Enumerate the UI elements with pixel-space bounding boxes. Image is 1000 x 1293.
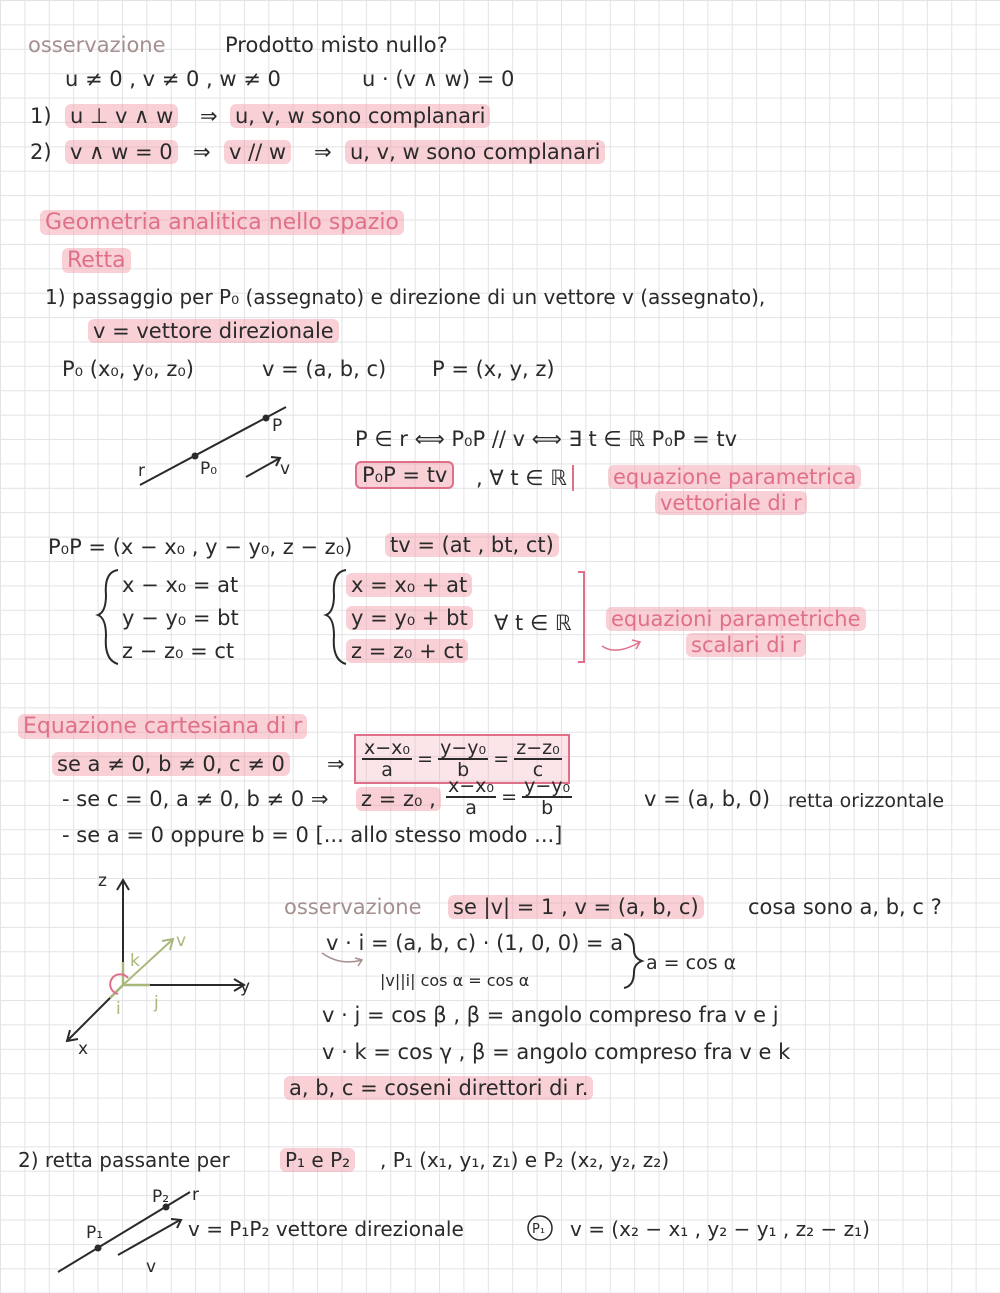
frac-y-den: b [457, 759, 470, 781]
fig2-label-r: r [192, 1185, 199, 1205]
case-1-perp: u ⊥ v ∧ w [65, 104, 178, 128]
frac-y-num: y−y₀ [440, 737, 487, 759]
frac2-y-num: y−y₀ [524, 775, 571, 797]
frac-x-num: x−x₀ [364, 737, 411, 759]
axis-unit-i: i [116, 999, 121, 1019]
case-2-arrow-2: ⇒ [314, 140, 332, 164]
case-2-cross-zero: v ∧ w = 0 [65, 140, 178, 164]
fig-label-p0: P₀ [200, 459, 218, 479]
axis-label-y: y [240, 977, 251, 997]
frac-z-num: z−z₀ [516, 737, 560, 759]
param-eq-x: x = x₀ + at [346, 573, 472, 597]
vettore-direzionale-def: v = vettore direzionale [88, 319, 339, 343]
fig-label-p: P [272, 416, 283, 436]
vector-eq-forall: , ∀ t ∈ ℝ [476, 465, 574, 491]
triple-product-eq: u · (v ∧ w) = 0 [362, 67, 515, 91]
axis-vector-v: v [176, 931, 187, 951]
scalar-eq-label-1: equazioni parametriche [606, 607, 866, 631]
fig-label-v: v [280, 459, 291, 479]
p0p-components: P₀P = (x − x₀ , y − y₀, z − z₀) [48, 535, 353, 559]
scalar-eq-label-2: scalari di r [686, 633, 806, 657]
case-1-number: 1) [30, 104, 52, 128]
eq-sign-3: = [501, 786, 518, 808]
section-2-p1p2: P₁ e P₂ [280, 1148, 355, 1172]
point-p0: P₀ (x₀, y₀, z₀) [62, 357, 194, 381]
prodotto-misto-title: Prodotto misto nullo? [225, 33, 448, 57]
retta-heading: Retta [62, 248, 131, 273]
axis-label-x: x [78, 1039, 89, 1059]
case-2-arrow-1: ⇒ [193, 140, 211, 164]
eq-sign-2: = [493, 748, 510, 770]
case-1-arrow: ⇒ [200, 104, 218, 128]
cartesian-case-3: - se a = 0 oppure b = 0 [... allo stesso modo ...] [62, 823, 563, 847]
osservazione-label-2: osservazione [284, 895, 422, 919]
fig2-label-v: v [146, 1257, 157, 1277]
cosines-question: cosa sono a, b, c ? [748, 895, 942, 919]
dot-product-i: v · i = (a, b, c) · (1, 0, 0) = a [326, 931, 624, 955]
param-forall: ∀ t ∈ ℝ [494, 611, 572, 635]
cartesian-case-2-z: z = z₀ , [356, 787, 441, 811]
unit-vector-condition: se |v| = 1 , v = (a, b, c) [448, 895, 704, 919]
vector-v-components: v = (a, b, c) [262, 357, 387, 381]
frac2-x-num: x−x₀ [448, 775, 495, 797]
vector-p1p2-components: v = (x₂ − x₁ , y₂ − y₁ , z₂ − z₁) [570, 1217, 870, 1241]
vector-eq-label-2: vettoriale di r [655, 491, 807, 515]
tv-components: tv = (at , bt, ct) [385, 533, 559, 557]
cartesian-heading: Equazione cartesiana di r [18, 714, 307, 739]
retta-orizzontale: retta orizzontale [788, 790, 945, 812]
dot-product-i-norm: |v||i| cos α = cos α [380, 971, 530, 990]
frac2-x-den: a [465, 797, 477, 819]
dot-product-k: v · k = cos γ , β = angolo compreso fra v e k [322, 1040, 791, 1064]
case-2-result: u, v, w sono complanari [345, 140, 605, 164]
vector-equation-box: P₀P = tv [355, 461, 454, 489]
case-2-number: 2) [30, 140, 52, 164]
cartesian-case-1-arrow: ⇒ [327, 752, 345, 776]
p1-circle-label: P₁ [532, 1222, 546, 1237]
fig-label-r: r [138, 461, 145, 481]
belongs-condition: P ∈ r ⟺ P₀P // v ⟺ ∃ t ∈ ℝ P₀P = tv [355, 427, 738, 451]
coseni-direttori: a, b, c = coseni direttori di r. [284, 1076, 593, 1100]
frac-x-den: a [381, 759, 393, 781]
section-2-intro: 2) retta passante per [18, 1148, 230, 1172]
frac2-y-den: b [541, 797, 554, 819]
param-eq-y: y = y₀ + bt [346, 606, 473, 630]
scalar-eq-y: y − y₀ = bt [122, 606, 239, 630]
nonzero-condition: u ≠ 0 , v ≠ 0 , w ≠ 0 [65, 67, 281, 91]
axis-label-z: z [98, 871, 107, 891]
cartesian-case-2: - se c = 0, a ≠ 0, b ≠ 0 ⇒ [62, 787, 329, 811]
fig2-label-p1: P₁ [86, 1223, 104, 1243]
vector-eq-label-1: equazione parametrica [608, 465, 861, 489]
param-eq-z: z = z₀ + ct [346, 639, 468, 663]
osservazione-label-1: osservazione [28, 33, 166, 57]
cartesian-case-1: se a ≠ 0, b ≠ 0, c ≠ 0 [52, 752, 290, 776]
section-2-coords: , P₁ (x₁, y₁, z₁) e P₂ (x₂, y₂, z₂) [380, 1148, 670, 1172]
horizontal-v: v = (a, b, 0) [644, 787, 771, 811]
eq-sign-1: = [417, 748, 434, 770]
a-cos-alpha: a = cos α [646, 952, 737, 974]
scalar-eq-x: x − x₀ = at [122, 573, 239, 597]
scalar-eq-z: z − z₀ = ct [122, 639, 235, 663]
point-p: P = (x, y, z) [432, 357, 555, 381]
axis-unit-j: j [154, 993, 159, 1013]
axis-unit-k: k [130, 951, 140, 971]
case-1-result: u, v, w sono complanari [230, 104, 490, 128]
dot-product-j: v · j = cos β , β = angolo compreso fra v e j [322, 1003, 779, 1027]
case-2-parallel: v // w [224, 140, 291, 164]
vector-p1p2-def: v = P₁P₂ vettore direzionale [188, 1217, 464, 1241]
geometria-heading: Geometria analitica nello spazio [40, 210, 404, 235]
frac-z-den: c [532, 759, 544, 781]
section-1-intro: 1) passaggio per P₀ (assegnato) e direzione di un vettore v (assegnato), [45, 285, 766, 309]
fig2-label-p2: P₂ [152, 1187, 170, 1207]
